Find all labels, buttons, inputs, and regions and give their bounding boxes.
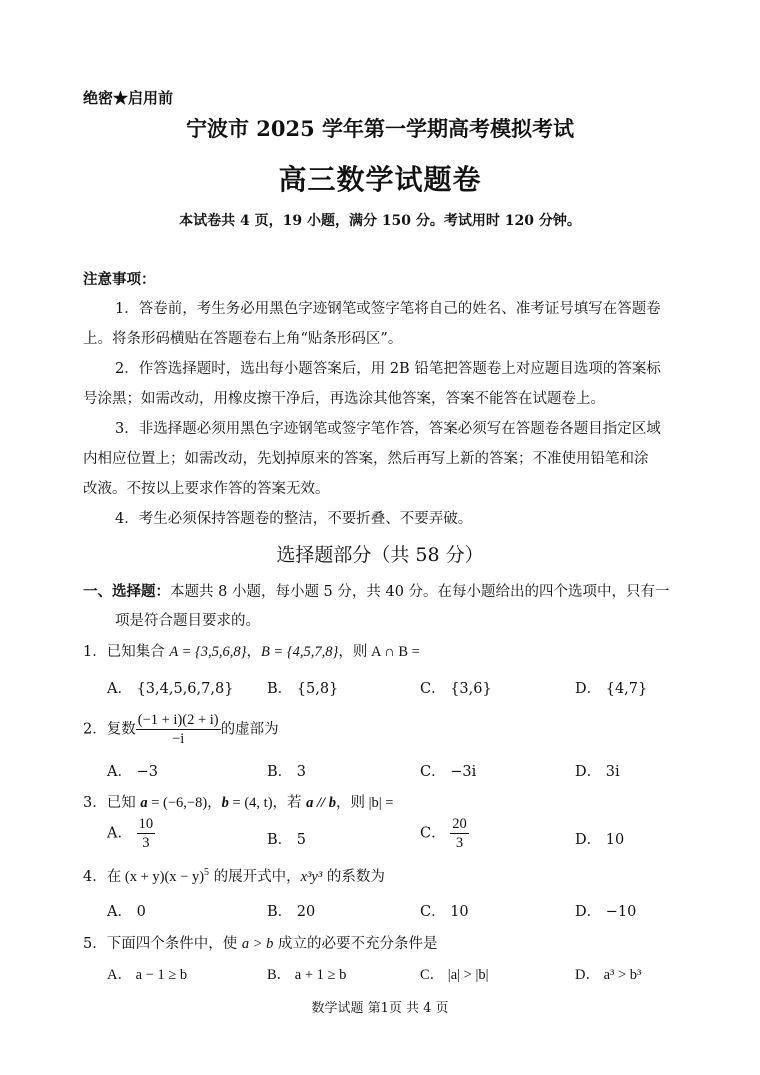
fraction-denominator: 3 bbox=[455, 835, 464, 851]
condition: a > b bbox=[241, 936, 274, 952]
fraction-denominator: −i bbox=[172, 731, 185, 747]
question-stem-mid: 的展开式中， bbox=[209, 869, 301, 885]
q5-option-b: B． a + 1 ≥ b bbox=[267, 967, 347, 983]
question-stem-end: 的系数为 bbox=[322, 869, 385, 885]
fraction bbox=[450, 815, 469, 852]
question-number: 5． bbox=[83, 936, 107, 952]
question-5 bbox=[83, 932, 438, 953]
q3-option-c bbox=[420, 815, 469, 852]
fraction bbox=[137, 815, 156, 852]
q2-option-b: B． 3 bbox=[267, 764, 306, 780]
fraction-numerator: 20 bbox=[452, 816, 467, 832]
term: x³y³ bbox=[300, 869, 323, 885]
option-label: C． bbox=[420, 825, 446, 842]
vector-a-value: = (−6,−8) bbox=[147, 795, 208, 811]
question-stem: 在 (x + y)(x − y) bbox=[106, 869, 205, 885]
part-description: 本题共 8 小题，每小题 5 分，共 40 分。在每小题给出的四个选项中，只有一 bbox=[170, 584, 670, 600]
paper-title: 高三数学试题卷 bbox=[278, 163, 482, 196]
vector-b-value: = (4, t) bbox=[228, 795, 273, 811]
notice-line: 4．考生必须保持答题卷的整洁，不要折叠、不要弄破。 bbox=[115, 511, 473, 527]
question-number: 4． bbox=[83, 869, 107, 885]
question-number: 1． bbox=[83, 644, 107, 660]
q1-option-b: B． {5,8} bbox=[267, 681, 339, 697]
q2-option-d: D． 3i bbox=[575, 764, 620, 780]
separator: ， bbox=[207, 795, 222, 811]
notice-line: 内相应位置上；如需改动，先划掉原来的答案，然后再写上新的答案；不准使用铅笔和涂 bbox=[83, 451, 649, 467]
parallel-condition: a // b bbox=[306, 795, 336, 811]
q4-option-c: C． 10 bbox=[420, 904, 469, 920]
q1-option-d: D． {4,7} bbox=[575, 681, 648, 697]
set-b: B = {4,5,7,8} bbox=[260, 644, 339, 660]
vector-a: a bbox=[140, 795, 148, 811]
page-footer: 数学试题 第1页 共 4 页 bbox=[311, 1001, 449, 1016]
fraction-numerator: 10 bbox=[138, 816, 154, 832]
notice-line: 上。将条形码横贴在答题卷右上角“贴条形码区”。 bbox=[83, 331, 403, 347]
notice-line: 3．非选择题必须用黑色字迹钢笔或签字笔作答，答案必须写在答题卷各题目指定区域 bbox=[115, 421, 661, 437]
question-stem: 下面四个条件中，使 bbox=[106, 936, 242, 952]
question-stem-end: 的虚部为 bbox=[220, 721, 279, 738]
confidential-mark: 绝密★启用前 bbox=[83, 89, 174, 107]
paper-summary: 本试卷共 4 页，19 小题，满分 150 分。考试用时 120 分钟。 bbox=[179, 213, 581, 229]
part-description-cont: 项是符合题目要求的。 bbox=[115, 613, 260, 629]
q4-option-b: B． 20 bbox=[267, 904, 316, 920]
vector-b: b bbox=[221, 795, 229, 811]
exam-title: 宁波市 2025 学年第一学期高考模拟考试 bbox=[185, 116, 575, 141]
question-number: 2． bbox=[83, 721, 107, 738]
fraction-denominator: 3 bbox=[142, 835, 150, 851]
question-4 bbox=[83, 865, 385, 886]
separator: ， bbox=[246, 644, 261, 660]
q3-option-d: D． 10 bbox=[575, 832, 625, 848]
q1-option-a: A． {3,4,5,6,7,8} bbox=[107, 681, 234, 697]
notice-line: 1．答卷前，考生务必用黑色字迹钢笔或签字笔将自己的姓名、准考证号填写在答题卷 bbox=[115, 301, 661, 317]
notice-title: 注意事项： bbox=[83, 271, 156, 288]
question-3 bbox=[83, 791, 393, 812]
question-stem: 已知集合 bbox=[106, 644, 170, 660]
fraction bbox=[136, 711, 221, 748]
q2-option-a: A． −3 bbox=[107, 764, 158, 780]
question-stem: 已知 bbox=[106, 795, 141, 811]
option-label: A． bbox=[107, 825, 132, 842]
q5-option-a: A． a − 1 ≥ b bbox=[107, 967, 188, 983]
section-title: 选择题部分（共 58 分） bbox=[276, 544, 484, 566]
question-stem-mid: ，若 bbox=[272, 795, 307, 811]
fraction-numerator: (−1 + i)(2 + i) bbox=[137, 712, 219, 728]
q4-option-d: D． −10 bbox=[575, 904, 637, 920]
q4-option-a: A． 0 bbox=[107, 904, 146, 920]
q3-option-a bbox=[107, 815, 155, 852]
notice-line: 号涂黑；如需改动，用橡皮擦干净后，再选涂其他答案，答案不能答在试题卷上。 bbox=[83, 391, 605, 407]
q3-option-b: B． 5 bbox=[267, 832, 306, 848]
q1-option-c: C． {3,6} bbox=[420, 681, 492, 697]
part-heading bbox=[83, 580, 670, 601]
question-stem-end: ，则 A ∩ B = bbox=[338, 644, 420, 660]
q5-option-d: D． a³ > b³ bbox=[575, 967, 642, 983]
question-stem: 复数 bbox=[106, 721, 136, 738]
q2-option-c: C． −3i bbox=[420, 764, 477, 780]
notice-line: 改液。不按以上要求作答的答案无效。 bbox=[83, 481, 330, 497]
part-label: 一、选择题： bbox=[83, 583, 170, 600]
set-a: A = {3,5,6,8} bbox=[169, 644, 247, 660]
question-1 bbox=[83, 640, 420, 661]
question-stem-end: 成立的必要不充分条件是 bbox=[273, 936, 438, 952]
notice-line: 2．作答选择题时，选出每小题答案后，用 2B 铅笔把答题卷上对应题目选项的答案标 bbox=[115, 361, 661, 377]
question-number: 3． bbox=[83, 795, 107, 811]
exponent: 5 bbox=[204, 867, 210, 879]
question-stem-end: ，则 |b| = bbox=[335, 795, 394, 811]
question-2 bbox=[83, 711, 279, 748]
q5-option-c: C． |a| > |b| bbox=[420, 967, 489, 983]
